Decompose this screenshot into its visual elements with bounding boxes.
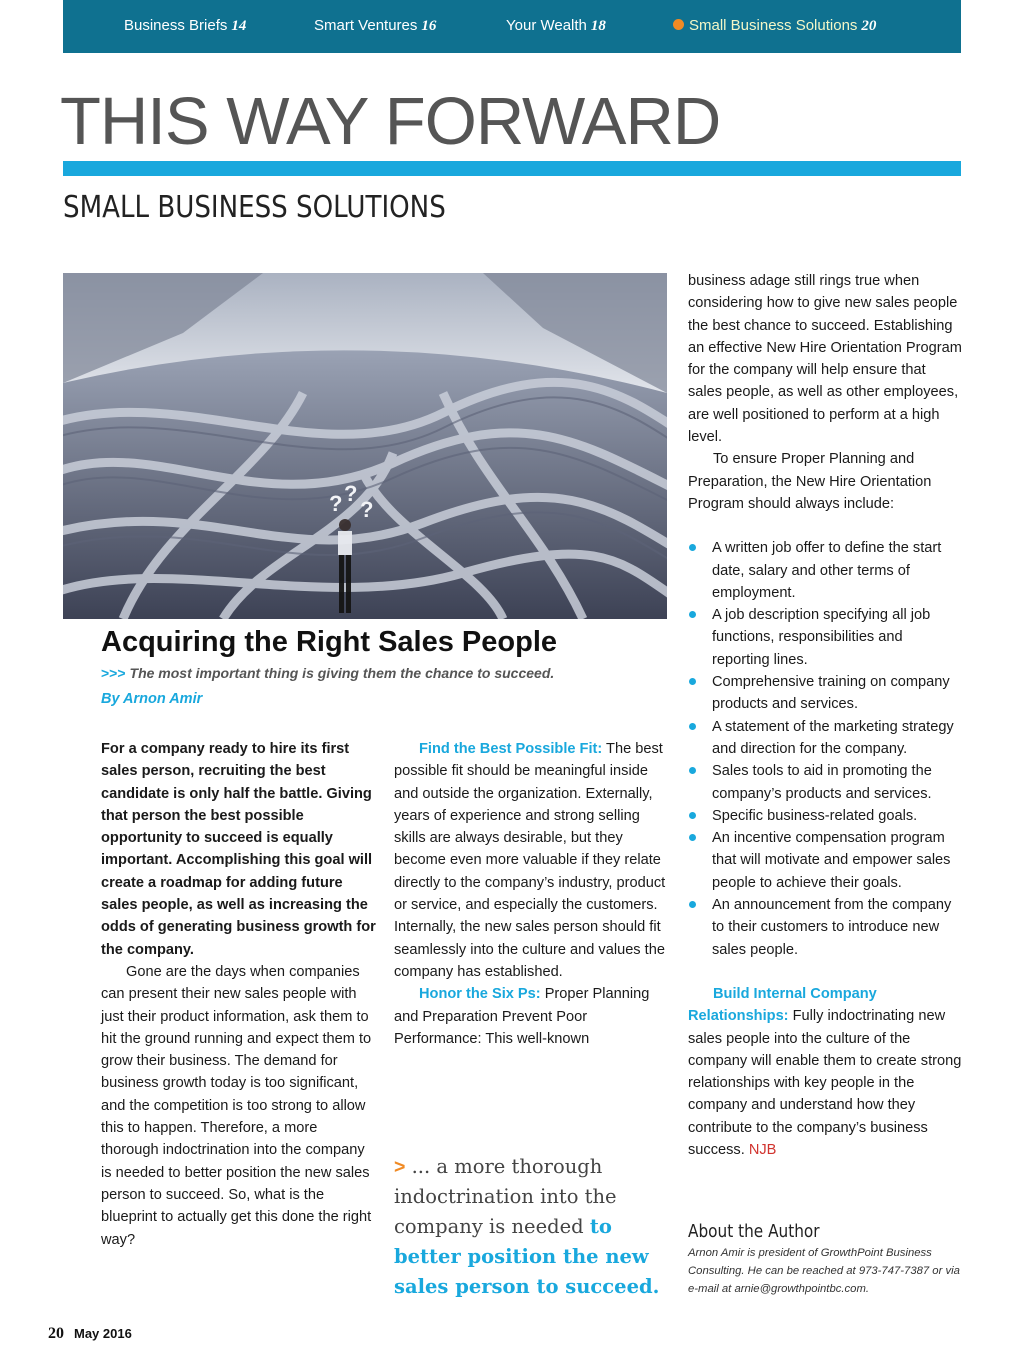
- end-sign: NJB: [748, 1141, 777, 1158]
- paragraph-text: Proper Planning and Preparation Prevent Poor Performance: This well-known: [394, 986, 650, 1047]
- nav-item-smart-ventures[interactable]: [314, 17, 436, 35]
- column-1: [101, 738, 376, 1251]
- nav-page-number: 14: [231, 18, 247, 34]
- column-3: [688, 270, 963, 1161]
- active-dot-icon: [673, 19, 684, 30]
- nav-label: Your Wealth: [506, 17, 587, 34]
- article-subhead: [101, 665, 554, 681]
- list-item: Sales tools to aid in promoting the company’s products and services.: [688, 760, 963, 805]
- subsection-heading: Honor the Six Ps:: [419, 986, 541, 1003]
- list-item: A statement of the marketing strategy and direction for the company.: [688, 716, 963, 761]
- nav-item-your-wealth[interactable]: [506, 17, 606, 35]
- byline: By Arnon Amir: [101, 691, 203, 707]
- paragraph-text: The best possible fit should be meaningful inside and outside the organization. Externally, years of experience and strong selling skills are always desirable, but they become even more valuable if they relate directly to the company’s industry, product or service, and especially the customers. Internally, the new sales person should fit seamlessly into the culture and values the company has established.: [394, 741, 666, 980]
- pull-quote-marker: >: [394, 1156, 406, 1178]
- subhead-arrows: >>>: [101, 665, 126, 681]
- nav-item-business-briefs[interactable]: [124, 17, 246, 35]
- body-paragraph: Gone are the days when companies can present their new sales people with just their product information, ask them to hit the ground running and expect them to grow their business. The demand for business growth today is too significant, and the competition is too strong to allow this to happen. Therefore, a more thorough indoctrination into the company is needed to better position the new sales person to succeed. So, what is the blueprint to actually get this done the right way?: [101, 963, 372, 1248]
- tangled-roads-illustration: [63, 273, 667, 619]
- list-item: A written job offer to define the start date, salary and other terms of employment.: [688, 537, 963, 604]
- page-title: THIS WAY FORWARD: [60, 84, 721, 159]
- hero-photo: [63, 273, 667, 619]
- nav-page-number: 20: [861, 18, 877, 34]
- subhead-text: The most important thing is giving them the chance to succeed.: [129, 665, 555, 681]
- page-footer: [48, 1325, 132, 1343]
- nav-page-number: 16: [421, 18, 437, 34]
- svg-text:?: ?: [329, 491, 343, 516]
- body-paragraph: [394, 983, 669, 1050]
- body-paragraph: [394, 738, 669, 983]
- issue-date: May 2016: [74, 1326, 132, 1341]
- paragraph-text: Fully indoctrinating new sales people into the culture of the company will enable them to create strong relationships with key people in the company and understand how they contribute to the company’s business success.: [688, 1008, 962, 1158]
- list-item: A job description specifying all job functions, responsibilities and reporting lines.: [688, 604, 963, 671]
- orientation-checklist: [688, 537, 963, 961]
- subsection-heading: Build Internal Company Relationships:: [688, 985, 877, 1025]
- lead-paragraph: For a company ready to hire its first sales person, recruiting the best candidate is only half the battle. Giving that person the best possible opportunity to succeed is equally important. Accomplishing this goal will create a roadmap for adding future sales people, as well as increasing the odds of generating business growth for the company.: [101, 741, 376, 958]
- list-item: Comprehensive training on company products and services.: [688, 671, 963, 716]
- pull-quote: [394, 1152, 669, 1302]
- list-item: Specific business-related goals.: [688, 805, 963, 827]
- nav-label: Smart Ventures: [314, 17, 418, 34]
- pull-quote-text: ... a more thorough indoctrination into the company is needed: [394, 1155, 617, 1238]
- about-author-text: Arnon Amir is president of GrowthPoint Business Consulting. He can be reached at 973-747-7387 or via e-mail at arnie@growthpointbc.com.: [688, 1247, 960, 1295]
- svg-text:?: ?: [360, 497, 374, 522]
- body-paragraph: To ensure Proper Planning and Preparation, the New Hire Orientation Program should always include:: [688, 451, 932, 512]
- about-author-title: About the Author: [688, 1221, 820, 1242]
- pull-quote-emphasis: to better position the new sales person to succeed.: [394, 1215, 660, 1298]
- column-2: [394, 738, 669, 1050]
- subsection-heading: Find the Best Possible Fit:: [419, 741, 603, 757]
- list-item: An announcement from the company to their customers to introduce new sales people.: [688, 894, 963, 961]
- page-number: 20: [48, 1325, 64, 1342]
- svg-text:?: ?: [344, 481, 358, 506]
- nav-label: Small Business Solutions: [689, 17, 858, 34]
- title-divider: [63, 161, 961, 176]
- body-paragraph: business adage still rings true when considering how to give new sales people the best chance to succeed. Establishing an effective New Hire Orientation Program for the company will help ensure that sales people, as well as other employees, are well positioned to perform at a high level.: [688, 273, 962, 446]
- article-headline: Acquiring the Right Sales People: [101, 626, 558, 658]
- body-paragraph: [688, 983, 963, 1161]
- nav-page-number: 18: [590, 18, 606, 34]
- section-nav: [63, 0, 961, 53]
- nav-label: Business Briefs: [124, 17, 228, 34]
- list-item: An incentive compensation program that will motivate and empower sales people to achieve their goals.: [688, 827, 963, 894]
- section-title: SMALL BUSINESS SOLUTIONS: [63, 190, 446, 225]
- nav-item-small-business-solutions[interactable]: [673, 17, 876, 35]
